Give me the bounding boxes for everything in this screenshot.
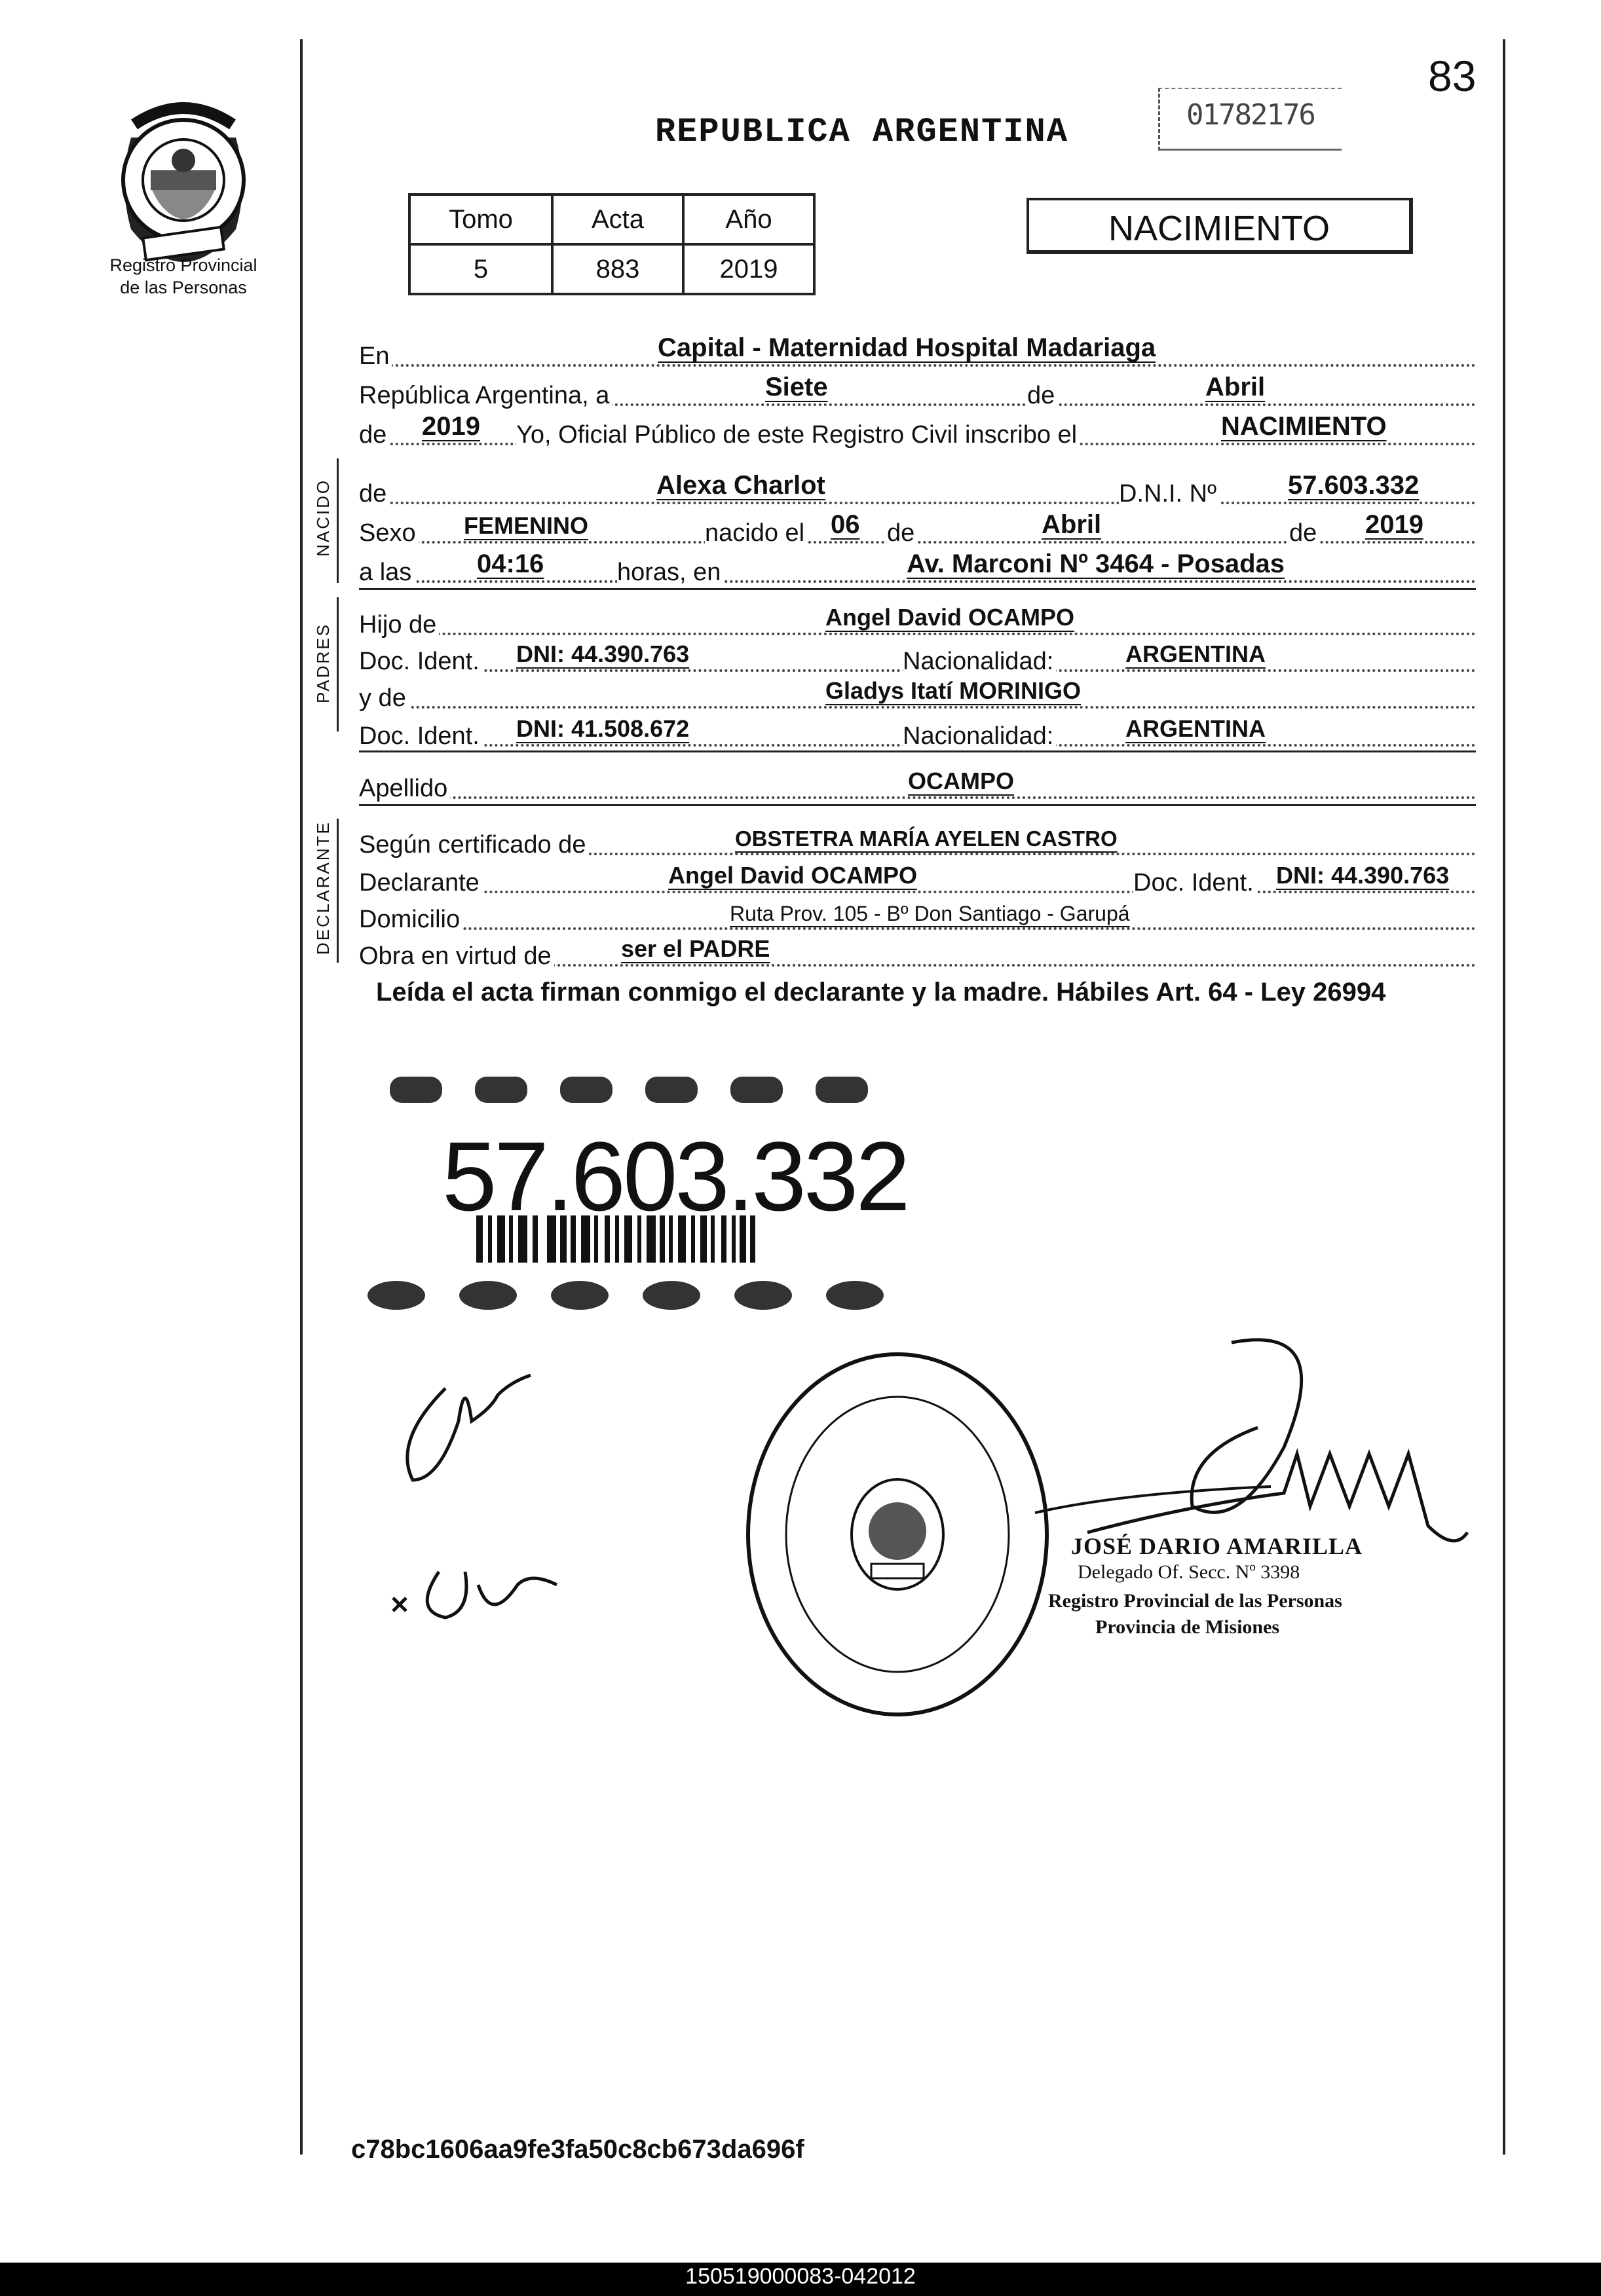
row-born-sex (359, 504, 1476, 547)
record-table-header-row (409, 194, 814, 244)
page-number: 83 (1428, 52, 1477, 100)
parents-side-label: PADRES (313, 623, 333, 703)
born-year-value: 2019 (1365, 510, 1423, 539)
official-seal-icon (740, 1348, 1055, 1721)
surname-value: OCAMPO (908, 768, 1014, 794)
left-margin-line (300, 39, 303, 2155)
mother-doc-value: DNI: 41.508.672 (516, 715, 690, 742)
father-nationality-label: Nacionalidad: (903, 648, 1056, 676)
born-name-value: Alexa Charlot (656, 471, 825, 500)
child-of-label: Hijo de (359, 611, 439, 639)
father-doc-label: Doc. Ident. (359, 648, 482, 676)
year-value: 2019 (422, 412, 480, 441)
time-value: 04:16 (477, 549, 544, 578)
certificate-value: OBSTETRA MARÍA AYELEN CASTRO (735, 826, 1118, 851)
dni-label: D.N.I. Nº (1119, 480, 1219, 508)
country-label: República Argentina, a (359, 382, 612, 410)
declarant-section-bar (337, 819, 339, 963)
parents-section-bar (337, 597, 339, 731)
time-label: a las (359, 559, 414, 587)
certificate-label: Según certificado de (359, 831, 588, 859)
sex-label: Sexo (359, 519, 419, 547)
year-prefix-label: de (359, 421, 389, 449)
official-province: Provincia de Misiones (1095, 1616, 1280, 1638)
row-declarant-address (359, 891, 1476, 933)
mother-nationality-value: ARGENTINA (1125, 715, 1266, 742)
hash-code: c78bc1606aa9fe3fa50c8cb673da696f (351, 2135, 804, 2164)
record-table-value-row (409, 244, 814, 294)
closing-text: Leída el acta firman conmigo el declarante y la madre. Hábiles Art. 64 - Ley 26994 (376, 978, 1386, 1007)
misiones-emblem-icon (105, 98, 262, 268)
registry-caption-line2: de las Personas (120, 278, 247, 297)
mother-name-value: Gladys Itatí MORINIGO (825, 677, 1082, 704)
row-date (359, 367, 1476, 409)
official-name: JOSÉ DARIO AMARILLA (1071, 1533, 1363, 1559)
header-ano: Año (683, 194, 814, 244)
registry-caption-line1: Registro Provincial (109, 255, 257, 275)
born-section-bar (337, 458, 339, 583)
row-surname (359, 760, 1476, 802)
birth-address-value: Av. Marconi Nº 3464 - Posadas (907, 549, 1285, 578)
declarant-doc-label: Doc. Ident. (1133, 869, 1256, 897)
top-watermark-row (390, 1077, 868, 1103)
row-certificate (359, 816, 1476, 859)
value-tomo: 5 (409, 244, 552, 294)
declarant-acts-value: ser el PADRE (621, 935, 770, 962)
declarant-signature-icon (407, 1375, 531, 1480)
mother-signature-icon (393, 1572, 557, 1618)
right-margin-line (1503, 39, 1505, 2155)
bottom-watermark-row (367, 1281, 884, 1310)
official-signature-icon (1087, 1340, 1467, 1541)
surname-divider (359, 804, 1476, 806)
place-label: En (359, 343, 392, 371)
row-mother-doc (359, 707, 1476, 750)
month-of-label: de (1027, 382, 1057, 410)
father-nationality-value: ARGENTINA (1125, 640, 1266, 667)
sex-value: FEMENINO (464, 512, 589, 539)
row-declarant (359, 854, 1476, 897)
value-ano: 2019 (683, 244, 814, 294)
header-acta: Acta (552, 194, 683, 244)
father-doc-value: DNI: 44.390.763 (516, 640, 690, 667)
born-de-label: de (887, 519, 917, 547)
dni-big-number: 57.603.332 (442, 1121, 908, 1231)
born-month-value: Abril (1042, 510, 1102, 539)
serial-stamp: 01782176 (1158, 88, 1342, 151)
born-day-value: 06 (831, 510, 860, 539)
declarant-value: Angel David OCAMPO (668, 862, 918, 889)
record-table (408, 193, 816, 295)
row-father-doc (359, 633, 1476, 675)
place-value: Capital - Maternidad Hospital Madariaga (658, 333, 1156, 362)
dni-value: 57.603.332 (1288, 471, 1420, 500)
month-value: Abril (1205, 373, 1266, 401)
value-acta: 883 (552, 244, 683, 294)
row-born-name (359, 465, 1476, 508)
document-title: REPUBLICA ARGENTINA (655, 113, 1068, 151)
row-born-time (359, 544, 1476, 586)
row-statement (359, 406, 1476, 449)
registry-caption (79, 254, 288, 299)
declarant-address-label: Domicilio (359, 906, 462, 934)
declarant-address-value: Ruta Prov. 105 - Bº Don Santiago - Garupá (730, 902, 1130, 925)
statement-text: Yo, Oficial Público de este Registro Civil inscribo el (516, 421, 1080, 449)
header-tomo: Tomo (409, 194, 552, 244)
declarant-label: Declarante (359, 869, 482, 897)
act-type-box: NACIMIENTO (1027, 198, 1413, 254)
row-father-name (359, 596, 1476, 639)
official-registry: Registro Provincial de las Personas (1048, 1590, 1342, 1612)
declarant-side-label: DECLARANTE (313, 821, 333, 955)
born-of-label: de (359, 480, 389, 508)
event-value: NACIMIENTO (1221, 412, 1387, 441)
father-name-value: Angel David OCAMPO (825, 604, 1075, 631)
hours-label: horas, en (617, 559, 723, 587)
declarant-doc-value: DNI: 44.390.763 (1276, 862, 1450, 889)
born-on-label: nacido el (705, 519, 807, 547)
born-de-label-2: de (1289, 519, 1319, 547)
row-mother-name (359, 669, 1476, 712)
and-label: y de (359, 684, 409, 713)
row-declarant-acts (359, 927, 1476, 970)
born-side-label: NACIDO (313, 478, 333, 557)
declarant-acts-label: Obra en virtud de (359, 942, 554, 971)
mother-nationality-label: Nacionalidad: (903, 722, 1056, 750)
row-place (359, 327, 1476, 370)
footer-code: 150519000083-042012 (685, 2264, 916, 2289)
mother-doc-label: Doc. Ident. (359, 722, 482, 750)
surname-label: Apellido (359, 775, 450, 803)
born-section-divider (359, 588, 1476, 590)
parents-section-divider (359, 750, 1476, 752)
day-value: Siete (765, 373, 828, 401)
official-role: Delegado Of. Secc. Nº 3398 (1078, 1561, 1300, 1583)
